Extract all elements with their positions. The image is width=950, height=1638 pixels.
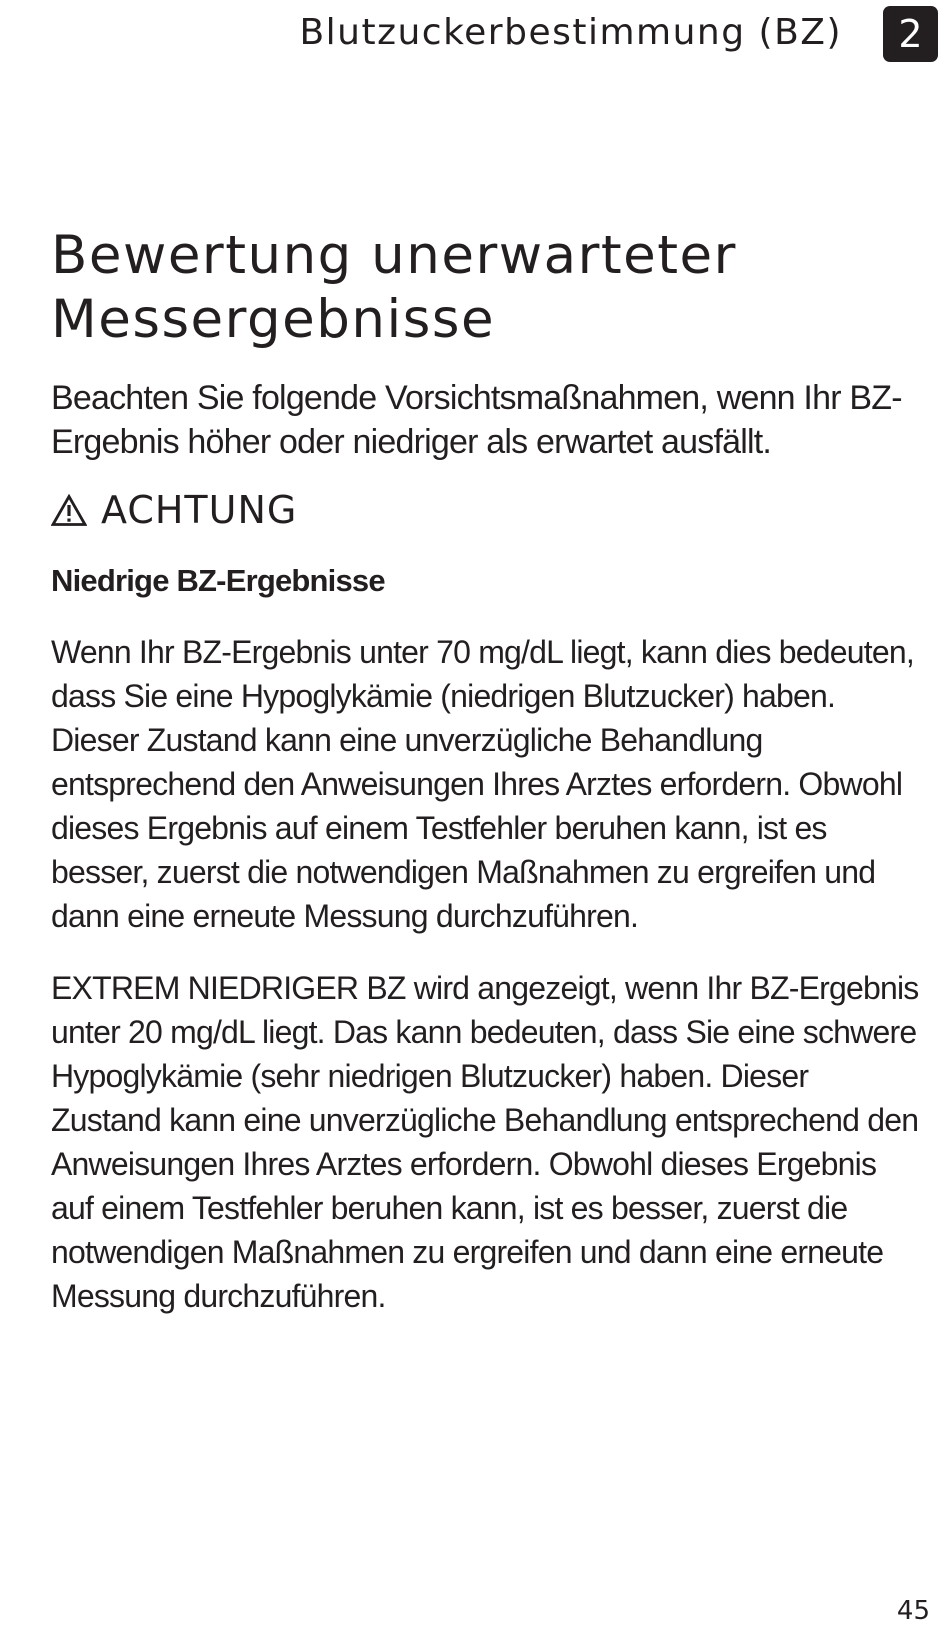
page-number: 45 [896,1596,930,1626]
body-paragraph: EXTREM NIEDRIGER BZ wird angezeigt, wenn Ihr BZ-Ergebnis unter 20 mg/dL liegt. Das kann bedeuten, dass Sie eine schwere Hypoglykämie (sehr niedrigen Blutzucker) haben. Dieser Zustand kann eine unverzügliche Behandlung entsprechend den Anweisungen Ihres Arztes erfordern. Obwohl dieses Ergebnis auf einem Testfehler beruhen kann, ist es besser, zuerst die notwendigen Maßnahmen zu ergreifen und dann eine erneute Messung durchzuführen. [51,970,919,1314]
intro-paragraph: Beachten Sie folgende Vorsichtsmaßnahmen, wenn Ihr BZ-Ergebnis höher oder niedriger als erwartet ausfällt. [51,379,902,461]
section-subheading: Niedrige BZ-Ergebnisse [51,563,385,598]
page-title: Bewertung unerwarteter Messergebnisse [51,225,737,350]
body-paragraph: Wenn Ihr BZ-Ergebnis unter 70 mg/dL liegt, kann dies bedeuten, dass Sie eine Hypoglykämie (niedrigen Blutzucker) haben. Dieser Zustand kann eine unverzügliche Behandlung entsprechend den Anweisungen Ihres Arztes erfordern. Obwohl dieses Ergebnis auf einem Testfehler beruhen kann, ist es besser, zuerst die notwendigen Maßnahmen zu ergreifen und dann eine erneute Messung durchzuführen. [51,634,914,934]
warning-heading [51,486,297,534]
warning-triangle-icon [51,494,87,527]
section-header-title: Blutzuckerbestimmung (BZ) [299,12,842,53]
chapter-number-badge: 2 [883,6,938,62]
warning-label: ACHTUNG [101,488,298,532]
